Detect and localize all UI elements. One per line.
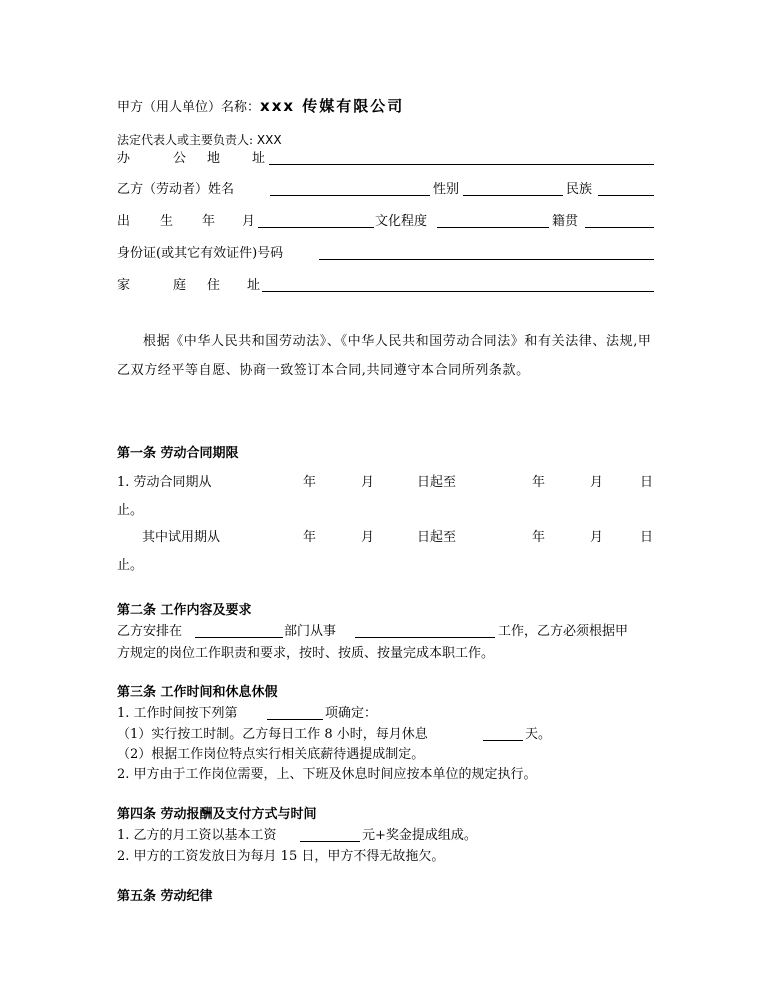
birth-char: 出	[117, 214, 131, 229]
article2-line2: 方规定的岗位工作职责和要求，按时、按质、按量完成本职工作。	[117, 646, 495, 661]
term-prefix: 1. 劳动合同期从	[117, 475, 212, 490]
name-field[interactable]	[270, 181, 430, 196]
birth-char: 年	[202, 214, 216, 229]
probation-prefix: 其中试用期从	[142, 530, 221, 545]
day-from-label: 日起至	[417, 530, 457, 545]
article3-title: 第三条 工作时间和休息休假	[117, 685, 278, 700]
article3-text: （1）实行按工时制。乙方每日工作 8 小时，每月休息	[117, 727, 428, 742]
party-a-label: 甲方（用人单位）名称：	[117, 100, 261, 115]
year-label: 年	[303, 530, 317, 545]
id-field[interactable]	[319, 245, 654, 260]
legal-rep-line	[117, 131, 654, 149]
work-hours-option-field[interactable]	[267, 705, 323, 720]
ethnicity-field[interactable]	[598, 181, 654, 196]
education-label: 文化程度	[375, 214, 428, 229]
birth-char: 月	[242, 214, 256, 229]
article2-text: 工作，乙方必须根据甲	[498, 624, 629, 639]
year-label: 年	[532, 475, 546, 490]
gender-field[interactable]	[463, 181, 563, 196]
department-field[interactable]	[195, 623, 283, 638]
article1-title: 第一条 劳动合同期限	[117, 446, 239, 461]
home-address-char: 家	[117, 278, 131, 293]
ethnicity-label: 民族	[566, 182, 593, 197]
term-end: 止。	[117, 503, 144, 518]
gender-label: 性别	[433, 182, 460, 197]
day-label: 日	[640, 475, 654, 490]
preamble: 根据《中华人民共和国劳动法》、《中华人民共和国劳动合同法》和有关法律、法规,甲乙双方经平等自愿、协商一致签订本合同,共同遵守本合同所列条款。	[117, 334, 652, 378]
day-label: 日	[640, 530, 654, 545]
office-address-char: 公	[173, 151, 187, 166]
birth-char: 生	[160, 214, 174, 229]
article5-title: 第五条 劳动纪律	[117, 889, 213, 904]
article3-text: 天。	[525, 727, 552, 742]
home-address-char: 住	[207, 278, 221, 293]
job-field[interactable]	[355, 623, 495, 638]
party-b-name-label: 乙方（劳动者）姓名	[117, 182, 235, 197]
company-name: xxx 传媒有限公司	[260, 97, 405, 115]
article2-text: 乙方安排在	[117, 624, 183, 639]
article2-text: 部门从事	[284, 624, 337, 639]
office-address-char: 办	[117, 151, 131, 166]
article4-line2: 2. 甲方的工资发放日为每月 15 日，甲方不得无故拖欠。	[117, 849, 445, 864]
office-address-char: 地	[207, 151, 221, 166]
home-address-char: 庭	[173, 278, 187, 293]
education-field[interactable]	[437, 213, 549, 228]
home-address-field[interactable]	[262, 277, 654, 292]
month-label: 月	[361, 530, 375, 545]
id-label: 身份证(或其它有效证件)号码	[117, 246, 284, 261]
article2-title: 第二条 工作内容及要求	[117, 603, 252, 618]
origin-label: 籍贯	[552, 214, 579, 229]
article3-line4: 2. 甲方由于工作岗位需要，上、下班及休息时间应按本单位的规定执行。	[117, 767, 537, 782]
office-address-field[interactable]	[269, 150, 654, 165]
year-label: 年	[532, 530, 546, 545]
day-from-label: 日起至	[417, 475, 457, 490]
legal-rep-value: XXX	[256, 133, 282, 147]
article4-text: 1. 乙方的月工资以基本工资	[117, 828, 277, 843]
origin-field[interactable]	[585, 213, 654, 228]
article3-line3: （2）根据工作岗位特点实行相关底薪待遇提成制定。	[117, 747, 425, 762]
month-label: 月	[590, 475, 604, 490]
base-salary-field[interactable]	[300, 827, 360, 842]
article3-text: 项确定：	[325, 706, 378, 721]
office-address-char: 址	[252, 151, 266, 166]
legal-rep-label: 法定代表人或主要负责人:	[117, 133, 254, 147]
article3-text: 1. 工作时间按下列第	[117, 706, 238, 721]
party-a-line	[117, 97, 654, 117]
month-label: 月	[361, 475, 375, 490]
birth-field[interactable]	[258, 213, 374, 228]
home-address-char: 址	[247, 278, 261, 293]
article4-text: 元+奖金提成组成。	[362, 828, 477, 843]
month-label: 月	[590, 530, 604, 545]
rest-days-field[interactable]	[483, 726, 523, 741]
year-label: 年	[303, 475, 317, 490]
probation-end: 止。	[117, 558, 144, 573]
article4-title: 第四条 劳动报酬及支付方式与时间	[117, 807, 317, 822]
